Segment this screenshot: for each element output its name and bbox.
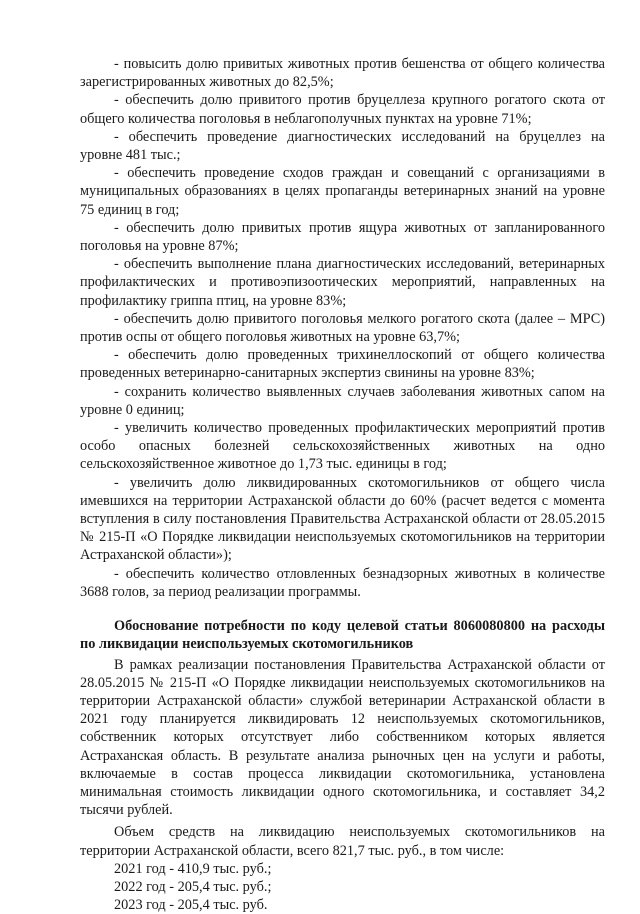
list-item: - повысить долю привитых животных против бешенства от общего количества зарегистрированных животных до 82,5%; xyxy=(80,56,605,91)
list-item: - увеличить количество проведенных профилактических мероприятий против особо опасных болезней сельскохозяйственных животных на одно сельскохозяйственное животное до 1,73 тыс. единицы в год; xyxy=(80,420,605,473)
list-item: - обеспечить проведение сходов граждан и совещаний с организациями в муниципальных образованиях в целях пропаганды ветеринарных знаний на уровне 75 единиц в год; xyxy=(80,165,605,218)
section-heading: Обоснование потребности по коду целевой статьи 8060080800 на расходы по ликвидации неиспользуемых скотомогильников xyxy=(80,618,605,653)
document-page xyxy=(80,55,605,914)
list-item: - увеличить долю ликвидированных скотомогильников от общего числа имевшихся на территории Астраханской области до 60% (расчет ведется с момента вступления в силу постановления Правительства Астраханской области от 28.05.2015 № 215-П «О Порядке ликвидации неиспользуемых скотомогильников на территории Астраханской области»); xyxy=(80,474,605,564)
list-item: - обеспечить долю привитых против ящура животных от запланированного поголовья на уровне 87%; xyxy=(80,219,605,255)
body-paragraph: Объем средств на ликвидацию неиспользуемых скотомогильников на территории Астраханской области, всего 821,7 тыс. руб., в том числе: xyxy=(80,824,605,859)
list-item: - обеспечить долю привитого поголовья мелкого рогатого скота (далее – МРС) против оспы от общего поголовья животных на уровне 63,7%; xyxy=(80,310,605,346)
list-item: - сохранить количество выявленных случаев заболевания животных сапом на уровне 0 единиц; xyxy=(80,383,605,418)
list-item: - обеспечить количество отловленных безнадзорных животных в количестве 3688 голов, за период реализации программы. xyxy=(80,565,605,600)
year-line: 2023 год - 205,4 тыс. руб. xyxy=(114,897,268,914)
measures-list xyxy=(80,55,605,601)
body-paragraph: В рамках реализации постановления Правительства Астраханской области от 28.05.2015 № 215-П «О Порядке ликвидации неиспользуемых скотомогильников на территории Астраханской области» службой ветеринарии Астраханской области в 2021 году планируется ликвидировать 12 неиспользуемых скотомогильников, собственник которых отсутствует либо собственником которых является Астраханская область. В результате анализа рыночных цен на услуги и работы, включаемые в состав процесса ликвидации скотомогильника, установлена минимальная стоимость ликвидации одного скотомогильника, и составляет 34,2 тысячи рублей. xyxy=(80,656,605,819)
list-item: - обеспечить долю привитого против бруцеллеза крупного рогатого скота от общего количества поголовья в неблагополучных пунктах на уровне 71%; xyxy=(80,92,605,127)
funding-by-year xyxy=(80,860,605,914)
year-line: 2021 год - 410,9 тыс. руб.; xyxy=(114,860,272,877)
list-item: - обеспечить проведение диагностических исследований на бруцеллез на уровне 481 тыс.; xyxy=(80,128,605,164)
year-line: 2022 год - 205,4 тыс. руб.; xyxy=(114,878,272,895)
list-item: - обеспечить выполнение плана диагностических исследований, ветеринарных профилактических и противоэпизоотических мероприятий, направленных на профилактику гриппа птиц, на уровне 83%; xyxy=(80,256,605,309)
list-item: - обеспечить долю проведенных трихинеллоскопий от общего количества проведенных ветеринарно-санитарных экспертиз свинины на уровне 83%; xyxy=(80,347,605,382)
